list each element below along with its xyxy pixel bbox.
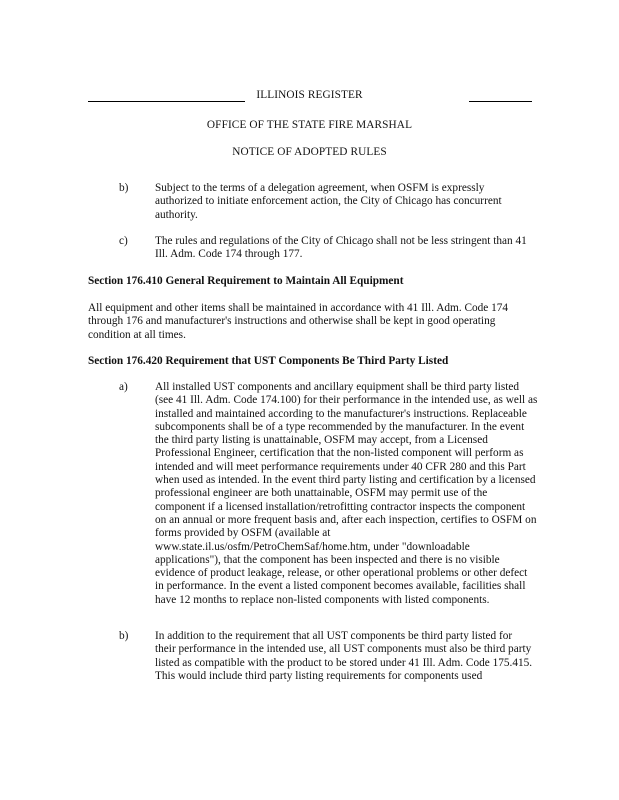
subsection-label: c)	[119, 235, 128, 247]
subsection-label: b)	[119, 182, 129, 194]
agency-title: OFFICE OF THE STATE FIRE MARSHAL	[206, 119, 413, 131]
header-rule-right	[469, 101, 532, 102]
subsection-text: The rules and regulations of the City of Chicago shall not be less stringent than 41 Ill. Adm. Code 174 through 177.	[155, 235, 527, 261]
register-title: ILLINOIS REGISTER	[256, 89, 363, 101]
section-text: All equipment and other items shall be maintained in accordance with 41 Ill. Adm. Code 174 through 176 and manufacturer's instructions and otherwise shall be kept in good operating condition at all times.	[88, 302, 509, 341]
section-heading: Section 176.420 Requirement that UST Components Be Third Party Listed	[88, 355, 449, 367]
subsection-text: In addition to the requirement that all UST components be third party listed for their performance in the intended use, all UST components must also be third party listed as compatible with the product to be stored under 41 Ill. Adm. Code 175.415. This would include third party listing requirements for components used	[155, 630, 533, 682]
subsection-label: a)	[119, 381, 128, 393]
subsection-label: b)	[119, 630, 129, 642]
section-heading: Section 176.410 General Requirement to Maintain All Equipment	[88, 275, 404, 287]
subsection-text: All installed UST components and ancillary equipment shall be third party listed (see 41 Ill. Adm. Code 174.100) for their performance in the intended use, as well as installed and maintained according to the manufacturer's instructions. Replaceable subcomponents shall be of a type recommended by the manufacturer. In the event the third party listing is unattainable, OSFM may accept, from a Licensed Professional Engineer, certification that the non-listed component will perform as intended and will meet performance requirements under 40 CFR 280 and this Part when used as intended. In the event third party listing and certification by a licensed professional engineer are both unattainable, OSFM may permit use of the component if a licensed installation/retrofitting contractor inspects the component on an annual or more frequent basis and, after each inspection, certifies to OSFM on forms provided by OSFM (available at www.state.il.us/osfm/PetroChemSaf/home.htm, under "downloadable applications"), that the component has been inspected and there is no visible evidence of product leakage, release, or other operational problems or other defect in performance. In the event a listed component becomes available, facilities shall have 12 months to replace non-listed components with listed components.	[155, 381, 538, 606]
notice-title: NOTICE OF ADOPTED RULES	[232, 146, 387, 158]
subsection-text: Subject to the terms of a delegation agreement, when OSFM is expressly authorized to initiate enforcement action, the City of Chicago has concurrent authority.	[155, 182, 502, 221]
